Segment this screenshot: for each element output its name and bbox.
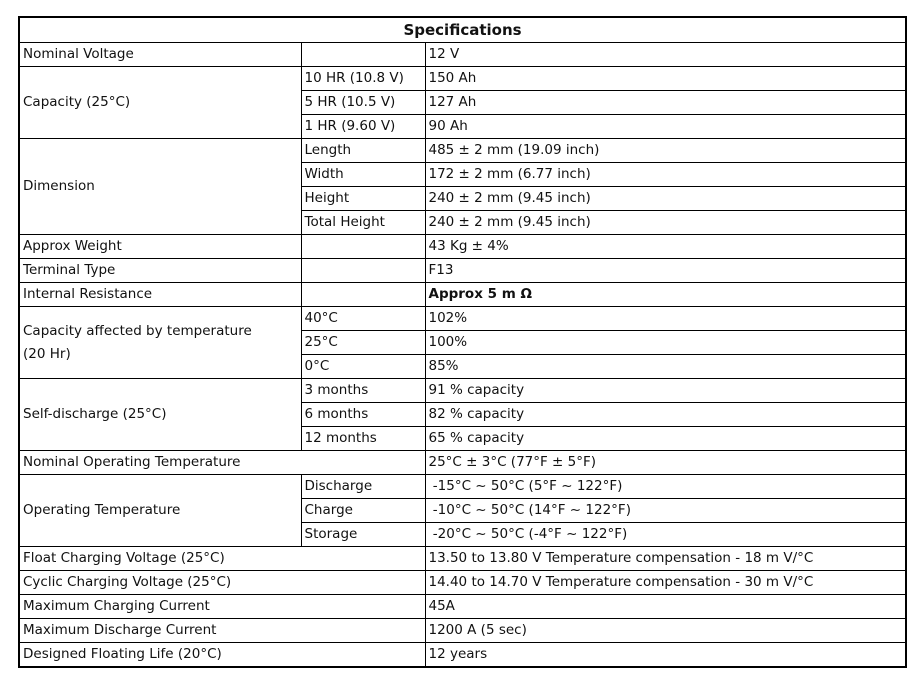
- spec-value: 13.50 to 13.80 V Temperature compensation - 18 m V/°C: [425, 547, 906, 571]
- spec-label: Maximum Charging Current: [19, 595, 425, 619]
- table-row: [19, 259, 906, 283]
- spec-value: 100%: [425, 331, 906, 355]
- spec-value: 43 Kg ± 4%: [425, 235, 906, 259]
- spec-sublabel: Height: [301, 187, 425, 211]
- spec-value: 25°C ± 3°C (77°F ± 5°F): [425, 451, 906, 475]
- spec-label: Operating Temperature: [19, 475, 301, 547]
- table-row: [19, 307, 906, 331]
- spec-sublabel: 5 HR (10.5 V): [301, 91, 425, 115]
- table-row: [19, 619, 906, 643]
- spec-label: Internal Resistance: [19, 283, 301, 307]
- spec-sublabel: 3 months: [301, 379, 425, 403]
- spec-value: 82 % capacity: [425, 403, 906, 427]
- spec-value: -15°C ~ 50°C (5°F ~ 122°F): [425, 475, 906, 499]
- table-row: [19, 235, 906, 259]
- spec-value: -20°C ~ 50°C (-4°F ~ 122°F): [425, 523, 906, 547]
- table-row: [19, 643, 906, 668]
- spec-value: 45A: [425, 595, 906, 619]
- spec-sublabel: 25°C: [301, 331, 425, 355]
- table-title: Specifications: [19, 17, 906, 43]
- table-row: [19, 67, 906, 91]
- spec-label: Capacity (25°C): [19, 67, 301, 139]
- spec-label: Cyclic Charging Voltage (25°C): [19, 571, 425, 595]
- table-row: [19, 571, 906, 595]
- spec-value: 485 ± 2 mm (19.09 inch): [425, 139, 906, 163]
- spec-label: Nominal Voltage: [19, 43, 301, 67]
- spec-label: Designed Floating Life (20°C): [19, 643, 425, 668]
- spec-sublabel: 12 months: [301, 427, 425, 451]
- spec-value: 12 years: [425, 643, 906, 668]
- table-row: [19, 547, 906, 571]
- spec-value: 91 % capacity: [425, 379, 906, 403]
- spec-value: 102%: [425, 307, 906, 331]
- spec-sublabel: [301, 283, 425, 307]
- spec-label: Self-discharge (25°C): [19, 379, 301, 451]
- table-row: [19, 475, 906, 499]
- spec-label: Nominal Operating Temperature: [19, 451, 425, 475]
- spec-label: Terminal Type: [19, 259, 301, 283]
- spec-sublabel: 10 HR (10.8 V): [301, 67, 425, 91]
- table-row: [19, 595, 906, 619]
- table-row: [19, 43, 906, 67]
- table-row: [19, 139, 906, 163]
- spec-sublabel: 1 HR (9.60 V): [301, 115, 425, 139]
- spec-sublabel: 6 months: [301, 403, 425, 427]
- spec-sublabel: Total Height: [301, 211, 425, 235]
- spec-label-line: (20 Hr): [23, 345, 71, 362]
- spec-label: Maximum Discharge Current: [19, 619, 425, 643]
- spec-value: 172 ± 2 mm (6.77 inch): [425, 163, 906, 187]
- spec-sublabel: [301, 43, 425, 67]
- spec-sublabel: Charge: [301, 499, 425, 523]
- spec-sublabel: Discharge: [301, 475, 425, 499]
- spec-value: F13: [425, 259, 906, 283]
- table-row: [19, 451, 906, 475]
- spec-label: [19, 307, 301, 379]
- spec-value: 12 V: [425, 43, 906, 67]
- spec-label: Dimension: [19, 139, 301, 235]
- spec-value: 65 % capacity: [425, 427, 906, 451]
- spec-value: 240 ± 2 mm (9.45 inch): [425, 211, 906, 235]
- spec-sublabel: [301, 235, 425, 259]
- spec-value: -10°C ~ 50°C (14°F ~ 122°F): [425, 499, 906, 523]
- spec-value: 240 ± 2 mm (9.45 inch): [425, 187, 906, 211]
- spec-sublabel: Width: [301, 163, 425, 187]
- table-row: [19, 283, 906, 307]
- spec-sublabel: [301, 259, 425, 283]
- spec-value: 150 Ah: [425, 67, 906, 91]
- spec-value: 90 Ah: [425, 115, 906, 139]
- spec-value: 85%: [425, 355, 906, 379]
- spec-value: 1200 A (5 sec): [425, 619, 906, 643]
- specifications-table: [18, 16, 907, 668]
- spec-value: 127 Ah: [425, 91, 906, 115]
- spec-value: 14.40 to 14.70 V Temperature compensation - 30 m V/°C: [425, 571, 906, 595]
- spec-sublabel: 40°C: [301, 307, 425, 331]
- table-row: [19, 379, 906, 403]
- spec-label-line: Capacity affected by temperature: [23, 322, 252, 339]
- spec-label: Float Charging Voltage (25°C): [19, 547, 425, 571]
- spec-sublabel: Storage: [301, 523, 425, 547]
- spec-label: Approx Weight: [19, 235, 301, 259]
- spec-sublabel: Length: [301, 139, 425, 163]
- spec-value: Approx 5 m Ω: [425, 283, 906, 307]
- spec-sublabel: 0°C: [301, 355, 425, 379]
